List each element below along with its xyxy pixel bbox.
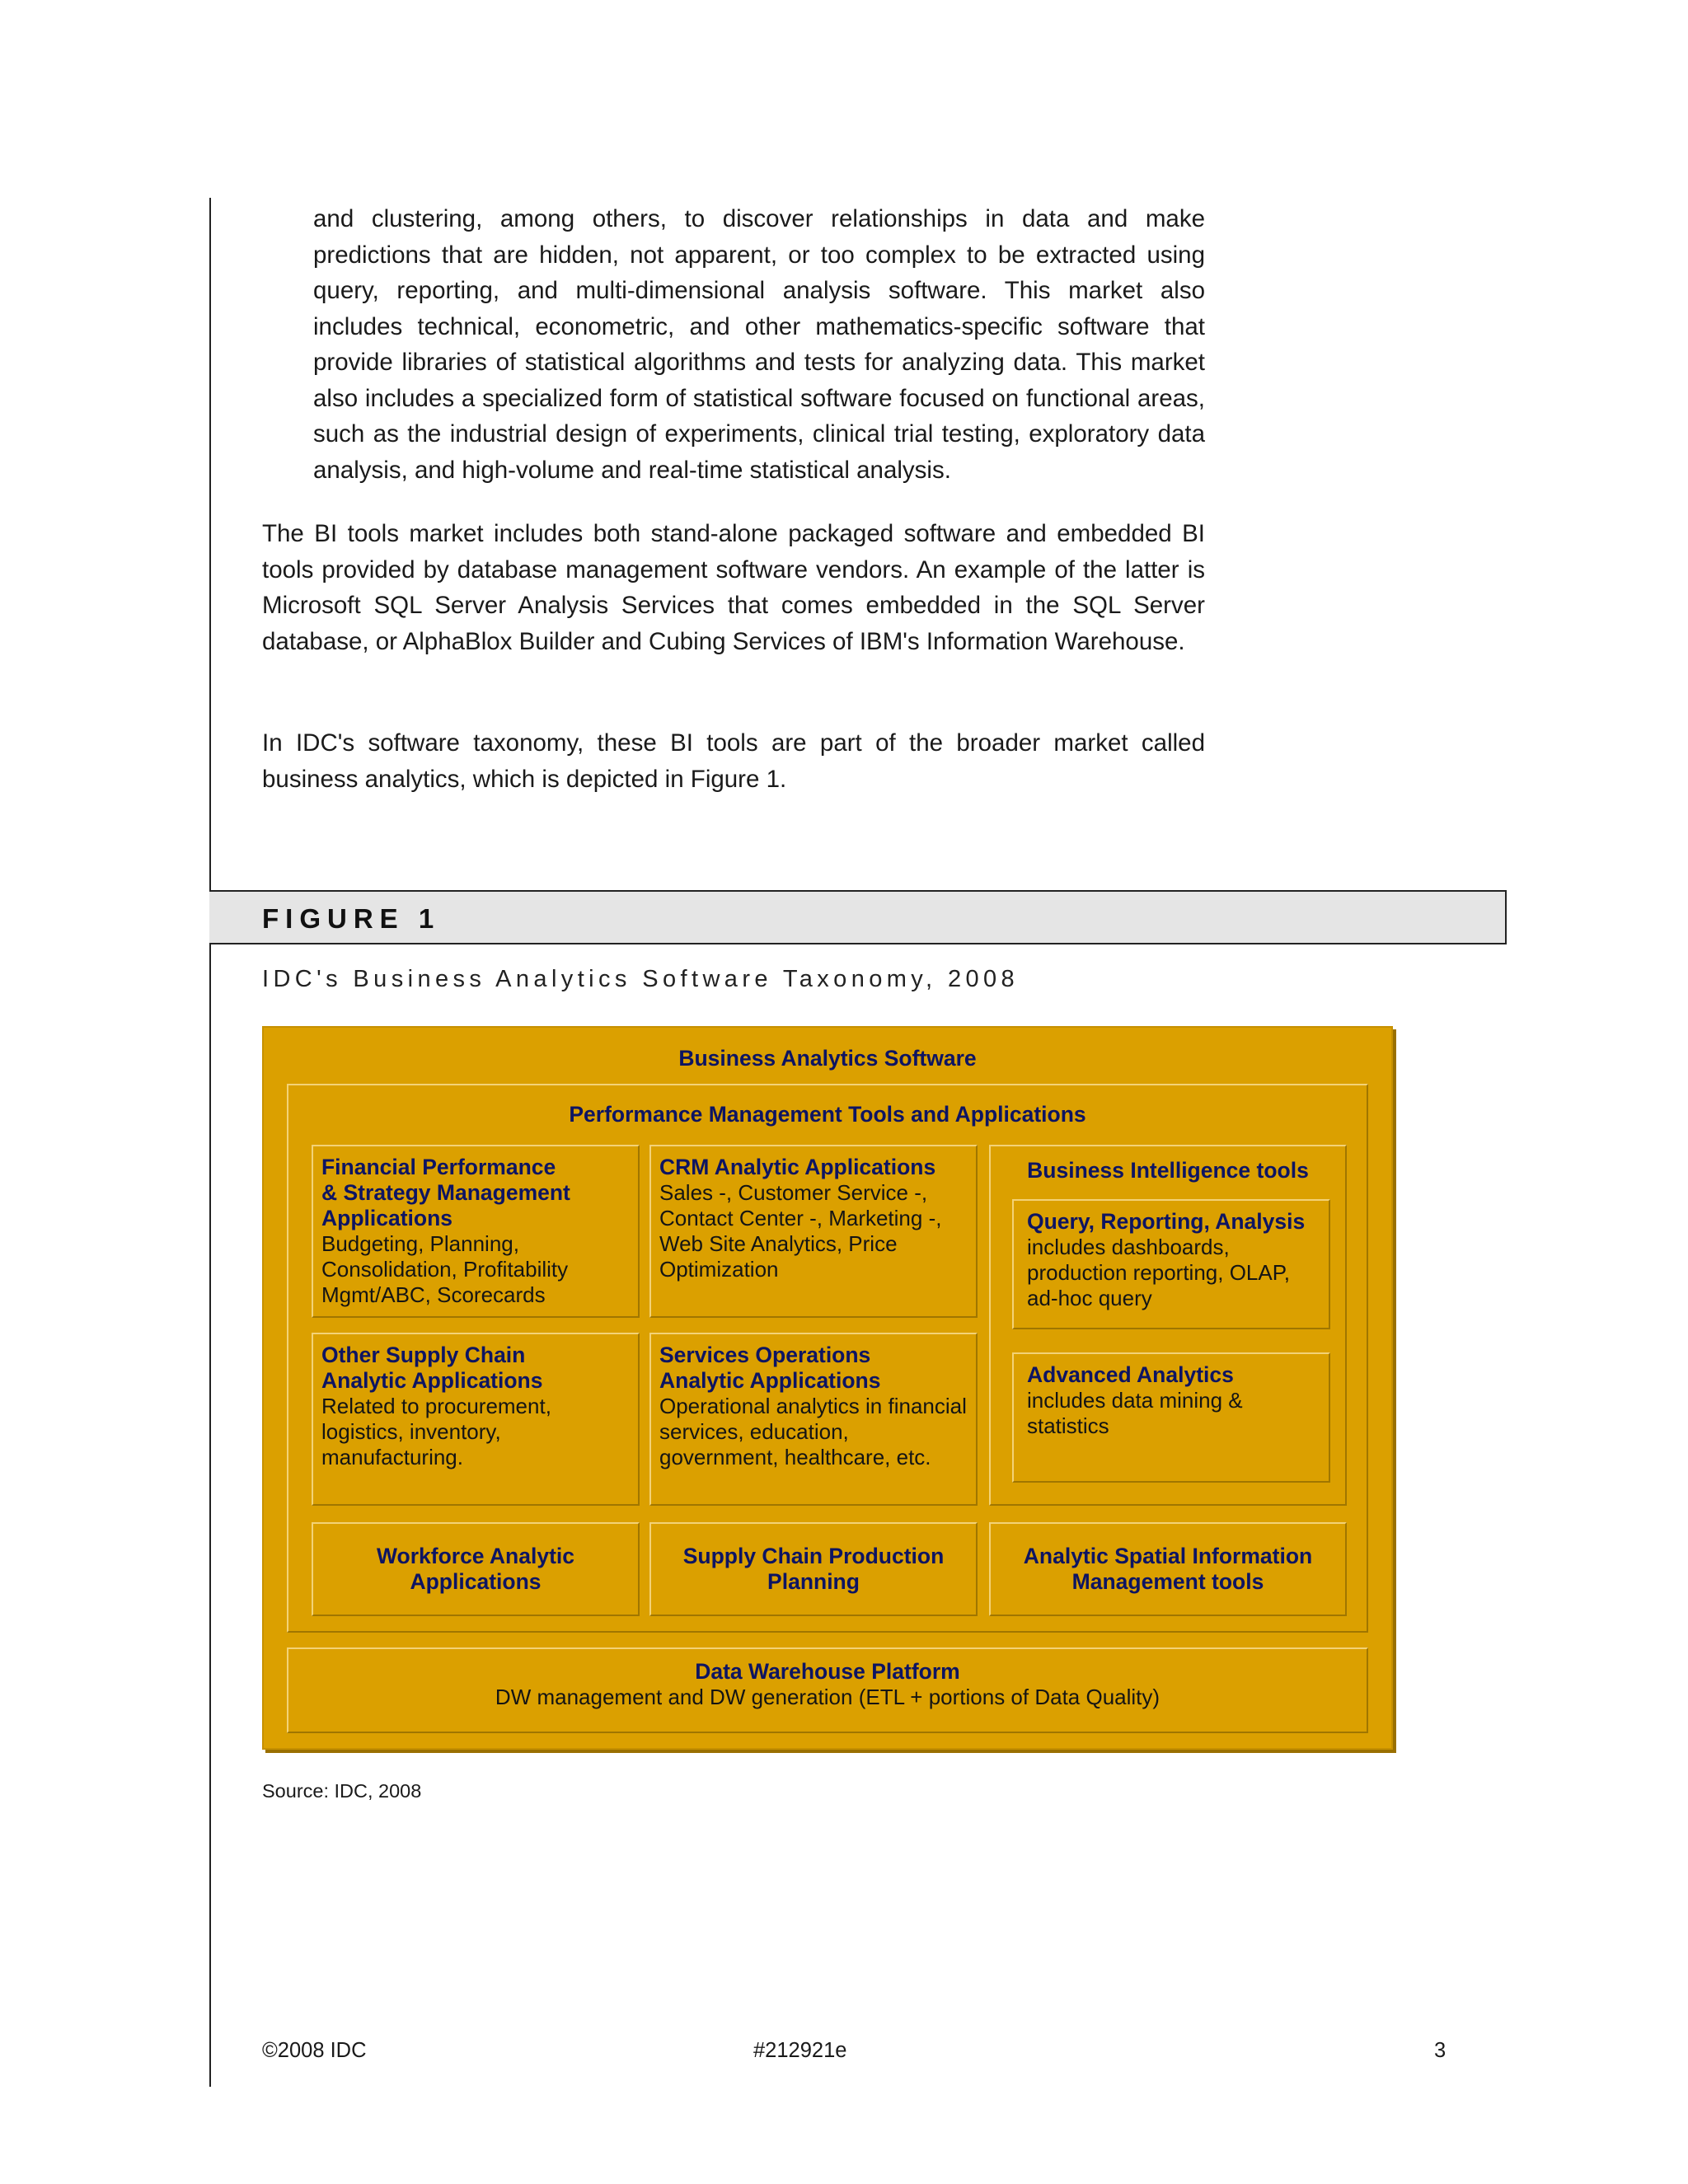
workforce-analytic-box	[312, 1522, 640, 1616]
other-supply-body-2: logistics, inventory,	[321, 1419, 501, 1444]
workforce-line-1: Workforce Analytic	[376, 1544, 575, 1568]
query-heading: Query, Reporting, Analysis	[1027, 1209, 1306, 1234]
analytic-spatial-box	[989, 1522, 1347, 1616]
figure-label: FIGURE 1	[262, 903, 441, 934]
body-paragraph-1: and clustering, among others, to discover relationships in data and make predictions that are hidden, not apparent, or too complex to be extracted using query, reporting, and multi-dimensional analysis software. This market also includes technical, econometric, and other mathematics-specific software that provide libraries of statistical algorithms and tests for analyzing data. This market also includes a specialized form of statistical software focused on functional areas, such as the industrial design of experiments, clinical trial testing, exploratory data analysis, and high-volume and real-time statistical analysis.	[313, 205, 1205, 484]
query-body-1: includes dashboards,	[1027, 1235, 1230, 1259]
advanced-heading: Advanced Analytics	[1027, 1362, 1234, 1387]
performance-management-title: Performance Management Tools and Applications	[569, 1102, 1086, 1127]
other-supply-heading-2: Analytic Applications	[321, 1368, 543, 1393]
workforce-line-2: Applications	[410, 1569, 542, 1594]
spatial-line-1: Analytic Spatial Information	[1023, 1544, 1313, 1568]
financial-body-2: Consolidation, Profitability	[321, 1257, 569, 1282]
data-warehouse-box	[287, 1647, 1368, 1733]
services-body-2: services, education,	[659, 1419, 849, 1444]
taxonomy-diagram	[262, 1026, 1393, 1750]
services-heading-2: Analytic Applications	[659, 1368, 881, 1393]
other-supply-chain-box	[312, 1333, 640, 1506]
other-supply-body-1: Related to procurement,	[321, 1394, 551, 1418]
body-paragraph-3: In IDC's software taxonomy, these BI tools are part of the broader market called business analytics, which is depicted in Figure 1.	[262, 729, 1205, 793]
left-margin-rule	[209, 198, 211, 2087]
supply-chain-production-box	[649, 1522, 978, 1616]
other-supply-body-3: manufacturing.	[321, 1445, 463, 1469]
financial-performance-box	[312, 1145, 640, 1318]
other-supply-heading-1: Other Supply Chain	[321, 1343, 526, 1367]
figure-source: Source: IDC, 2008	[262, 1780, 422, 1802]
financial-heading-3: Applications	[321, 1206, 453, 1230]
business-intelligence-title: Business Intelligence tools	[1027, 1158, 1309, 1183]
crm-body-3: Web Site Analytics, Price	[659, 1231, 898, 1256]
services-body-1: Operational analytics in financial	[659, 1394, 967, 1418]
dw-heading: Data Warehouse Platform	[695, 1659, 960, 1684]
crm-body-2: Contact Center -, Marketing -,	[659, 1206, 942, 1230]
business-analytics-title: Business Analytics Software	[678, 1046, 977, 1071]
body-paragraph-2: The BI tools market includes both stand-alone packaged software and embedded BI tools provided by database management software vendors. An example of the latter is Microsoft SQL Server Analysis Services that comes embedded in the SQL Server database, or AlphaBlox Builder and Cubing Services of IBM's Information Warehouse.	[262, 520, 1205, 655]
financial-heading-1: Financial Performance	[321, 1155, 556, 1179]
supply-production-line-2: Planning	[767, 1569, 860, 1594]
supply-production-line-1: Supply Chain Production	[682, 1544, 945, 1568]
financial-heading-2: & Strategy Management	[321, 1180, 570, 1205]
dw-body: DW management and DW generation (ETL + portions of Data Quality)	[495, 1685, 1160, 1709]
crm-analytic-box	[649, 1145, 978, 1318]
services-heading-1: Services Operations	[659, 1343, 871, 1367]
query-reporting-box	[1012, 1199, 1330, 1329]
crm-heading: CRM Analytic Applications	[659, 1155, 936, 1179]
footer-page-number: 3	[1434, 2039, 1447, 2062]
crm-body-4: Optimization	[659, 1257, 779, 1282]
query-body-2: production reporting, OLAP,	[1027, 1260, 1290, 1285]
advanced-body-1: includes data mining &	[1027, 1388, 1243, 1413]
services-operations-box	[649, 1333, 978, 1506]
advanced-body-2: statistics	[1027, 1413, 1109, 1438]
crm-body-1: Sales -, Customer Service -,	[659, 1180, 928, 1205]
performance-management-box	[287, 1084, 1368, 1633]
business-intelligence-box	[989, 1145, 1347, 1506]
spatial-line-2: Management tools	[1071, 1569, 1264, 1594]
footer-copyright: ©2008 IDC	[262, 2039, 367, 2062]
figure-header-bar	[209, 890, 1507, 944]
services-body-3: government, healthcare, etc.	[659, 1445, 931, 1469]
advanced-analytics-box	[1012, 1352, 1330, 1483]
financial-body-1: Budgeting, Planning,	[321, 1231, 519, 1256]
financial-body-3: Mgmt/ABC, Scorecards	[321, 1282, 546, 1307]
figure-title: IDC's Business Analytics Software Taxonomy, 2008	[262, 966, 1020, 992]
query-body-3: ad-hoc query	[1027, 1286, 1152, 1310]
footer-doc-number: #212921e	[753, 2039, 847, 2062]
